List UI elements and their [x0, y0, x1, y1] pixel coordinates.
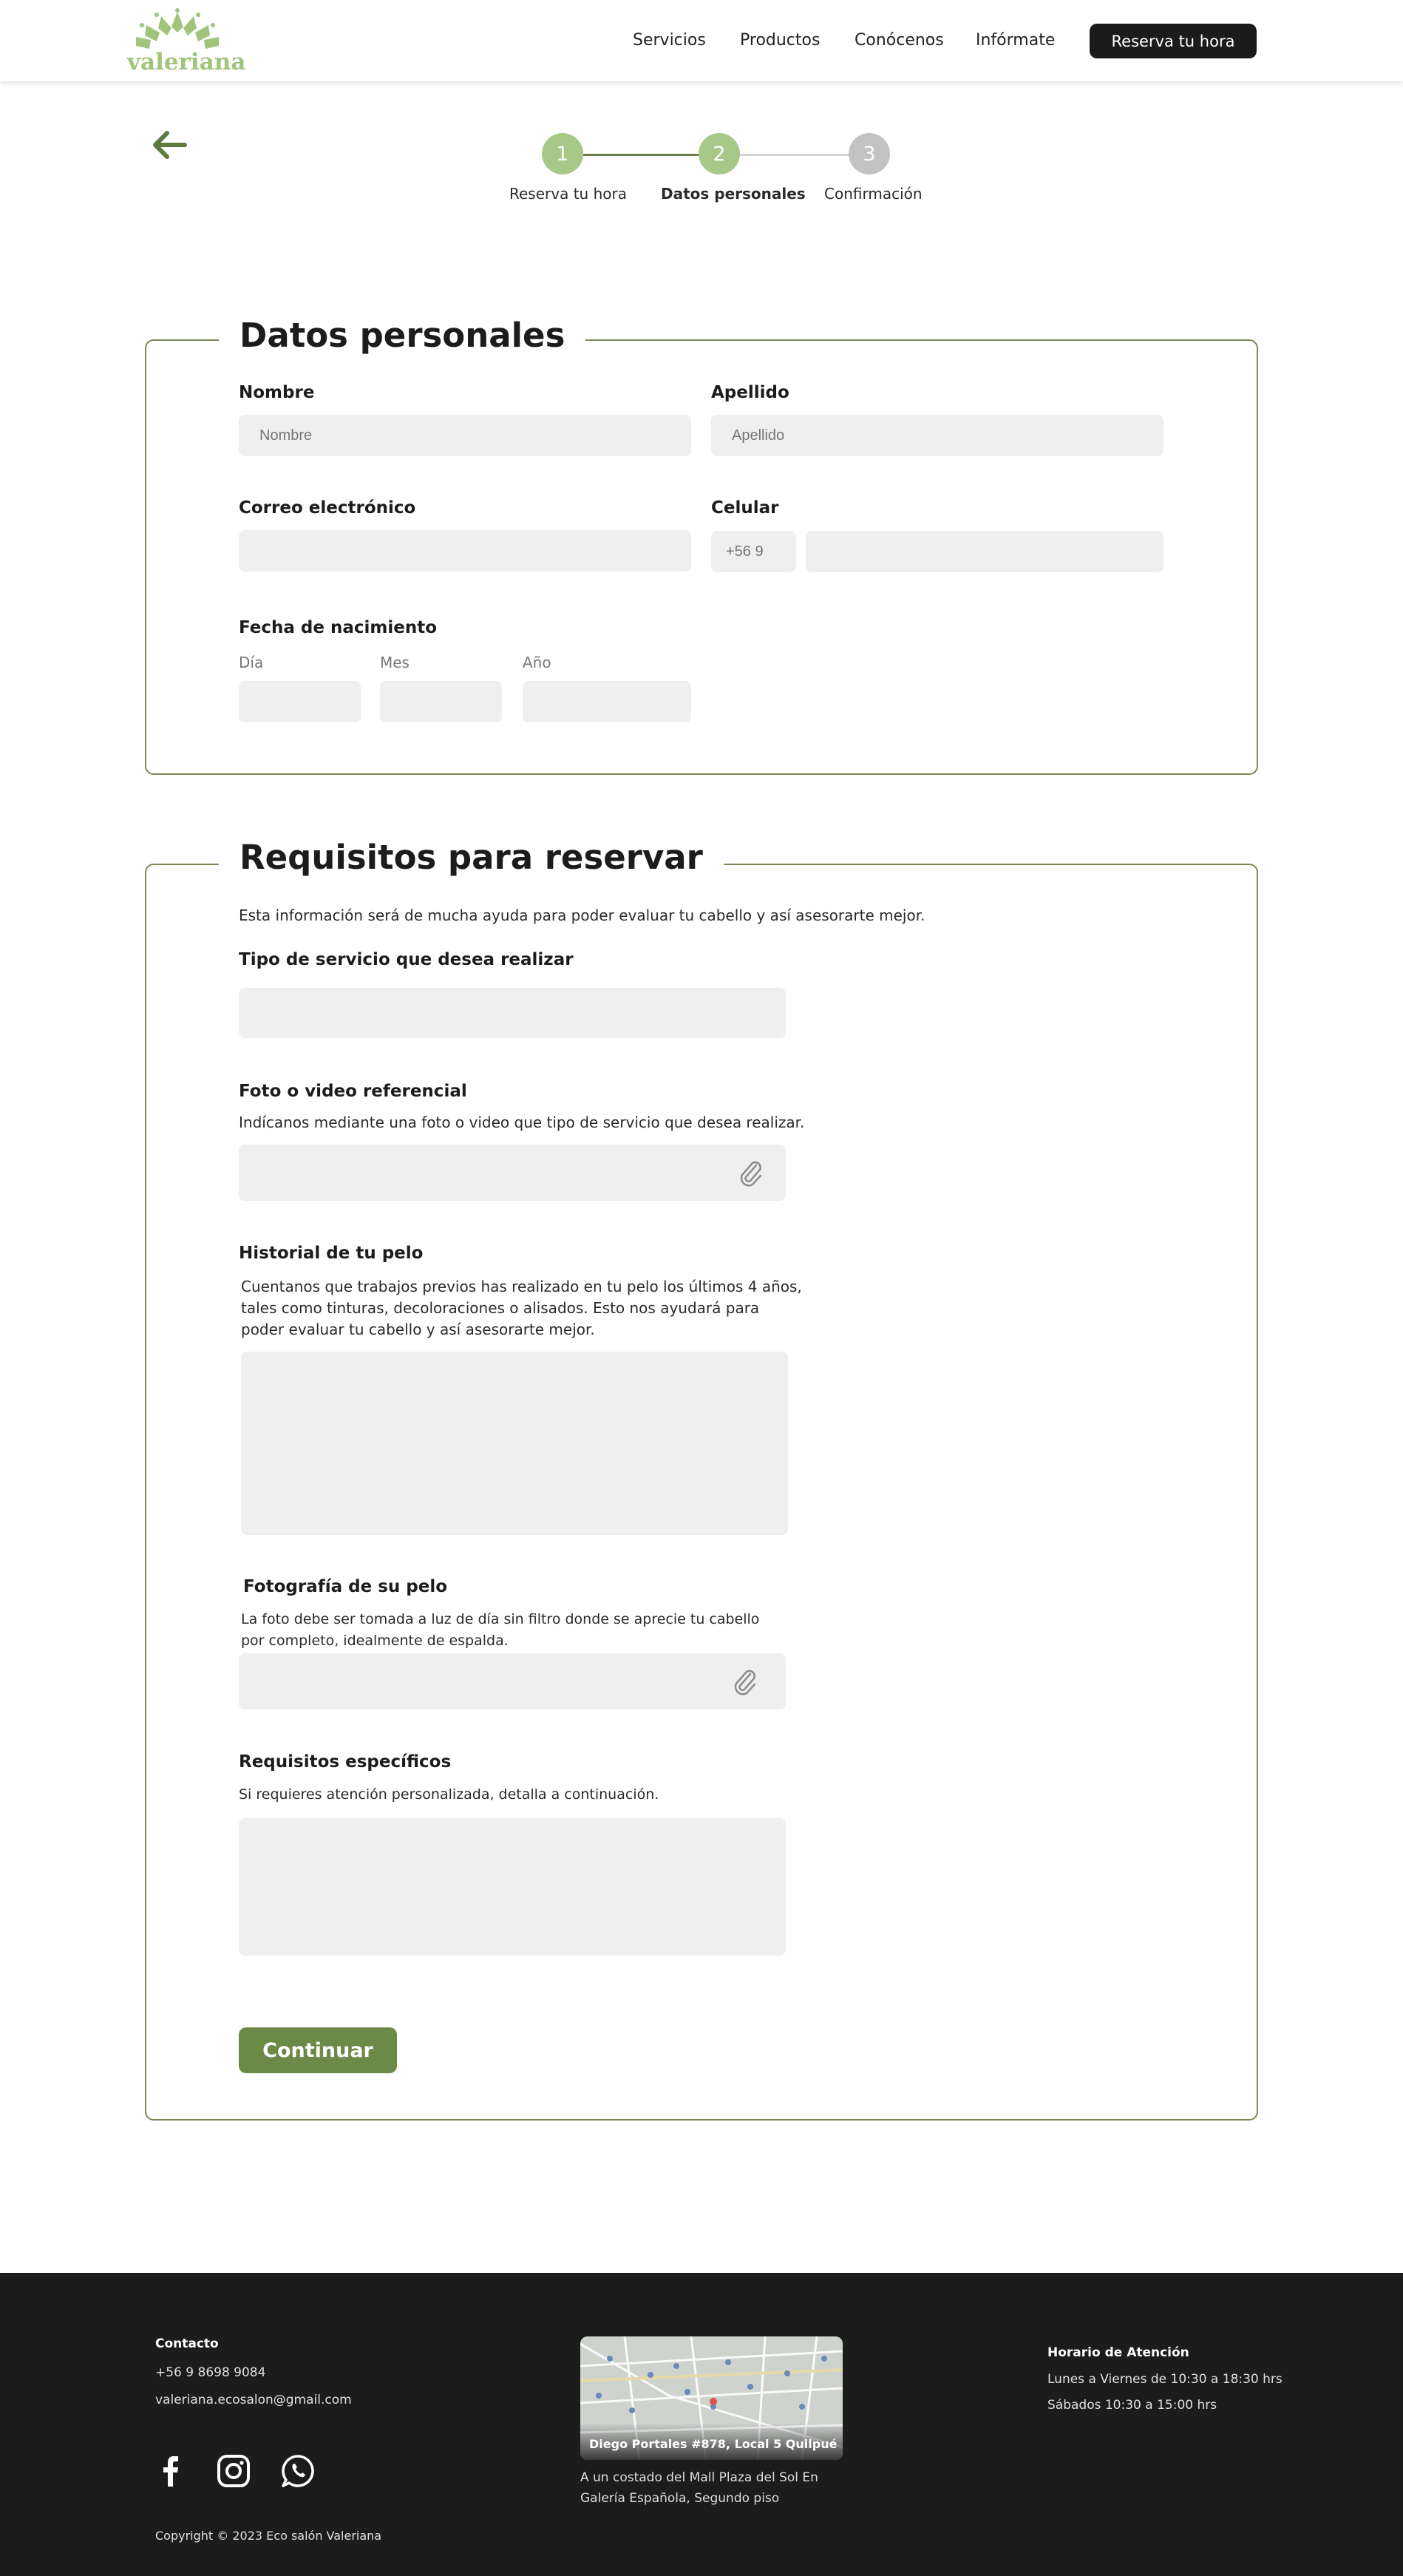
correo-label: Correo electrónico	[239, 498, 416, 518]
requisitos-especificos-label: Requisitos específicos	[239, 1752, 452, 1772]
location-map[interactable]	[580, 2336, 843, 2460]
apellido-label: Apellido	[711, 383, 789, 402]
requisitos-title: Requisitos para reservar	[219, 838, 724, 877]
site-header	[0, 0, 1403, 81]
dia-label: Día	[239, 654, 264, 671]
logo-leaves-icon	[127, 7, 228, 52]
historial-label: Historial de tu pelo	[239, 1244, 424, 1263]
step-2-circle: 2	[699, 133, 740, 174]
celular-label: Celular	[711, 498, 779, 518]
map-address: Diego Portales #878, Local 5 Quilpué	[589, 2437, 838, 2451]
horario-title: Horario de Atención	[1047, 2345, 1189, 2360]
fotografia-pelo-upload[interactable]	[239, 1653, 786, 1709]
horario-sabado: Sábados 10:30 a 15:00 hrs	[1047, 2398, 1217, 2413]
requisitos-especificos-help: Si requieres atención personalizada, detalla a continuación.	[239, 1786, 659, 1803]
contact-email[interactable]: valeriana.ecosalon@gmail.com	[155, 2393, 352, 2407]
anio-input[interactable]	[523, 681, 691, 722]
logo-text: valeriana	[127, 49, 246, 75]
map-description: A un costado del Mall Plaza del Sol En Galería Española, Segundo piso	[580, 2470, 818, 2506]
tipo-servicio-input[interactable]	[239, 988, 786, 1038]
continuar-button[interactable]: Continuar	[239, 2027, 397, 2073]
nav-informate[interactable]: Infórmate	[976, 31, 1056, 50]
mes-label: Mes	[380, 654, 410, 671]
mes-input[interactable]	[380, 681, 502, 722]
historial-help: Cuentanos que trabajos previos has realizado en tu pelo los últimos 4 años, tales como tinturas, decoloraciones o alisados. Esto nos ayudará para poder evaluar tu cabello y así asesorarte mejor.	[241, 1278, 802, 1338]
datos-personales-title: Datos personales	[219, 316, 585, 355]
fotografia-pelo-label: Fotografía de su pelo	[243, 1577, 448, 1596]
facebook-icon[interactable]	[152, 2453, 189, 2489]
paperclip-icon[interactable]	[736, 1158, 765, 1187]
anio-label: Año	[523, 654, 551, 671]
foto-video-label: Foto o video referencial	[239, 1082, 467, 1101]
step-3-label: Confirmación	[824, 185, 923, 203]
contacto-title: Contacto	[155, 2336, 219, 2351]
contact-phone[interactable]: +56 9 8698 9084	[155, 2365, 266, 2380]
requisitos-intro: Esta información será de mucha ayuda para poder evaluar tu cabello y así asesorarte mejor.	[239, 906, 925, 924]
celular-number-input[interactable]	[806, 531, 1163, 572]
back-arrow-icon[interactable]	[151, 130, 188, 160]
historial-textarea[interactable]	[241, 1352, 788, 1535]
step-1-circle: 1	[542, 133, 583, 174]
paperclip-icon[interactable]	[730, 1667, 759, 1696]
stepper-line-completed	[578, 154, 707, 156]
copyright-text: Copyright © 2023 Eco salón Valeriana	[155, 2529, 382, 2543]
horario-semana: Lunes a Viernes de 10:30 a 18:30 hrs	[1047, 2372, 1283, 2387]
fecha-nacimiento-label: Fecha de nacimiento	[239, 618, 438, 637]
nav-conocenos[interactable]: Conócenos	[855, 31, 944, 50]
valeriana-logo[interactable]	[127, 7, 246, 75]
fotografia-pelo-help: La foto debe ser tomada a luz de día sin filtro donde se aprecie tu cabello por completo, idealmente de espalda.	[241, 1611, 760, 1649]
whatsapp-icon[interactable]	[279, 2453, 316, 2489]
step-3-circle: 3	[849, 133, 890, 174]
instagram-icon[interactable]	[215, 2453, 252, 2489]
correo-input[interactable]	[239, 530, 691, 572]
step-2-label: Datos personales	[661, 185, 806, 203]
foto-video-upload[interactable]	[239, 1145, 786, 1201]
stepper-line-pending	[736, 154, 850, 156]
reserva-tu-hora-button[interactable]: Reserva tu hora	[1090, 24, 1257, 58]
requisitos-especificos-textarea[interactable]	[239, 1818, 786, 1956]
nombre-input[interactable]	[239, 415, 691, 456]
apellido-input[interactable]	[711, 415, 1163, 456]
celular-prefix-input[interactable]	[711, 531, 796, 572]
step-1-label: Reserva tu hora	[509, 185, 627, 203]
dia-input[interactable]	[239, 681, 361, 722]
nombre-label: Nombre	[239, 383, 315, 402]
nav-servicios[interactable]: Servicios	[633, 31, 706, 50]
map-caption	[580, 2423, 843, 2460]
foto-video-help: Indícanos mediante una foto o video que tipo de servicio que desea realizar.	[239, 1114, 805, 1131]
nav-productos[interactable]: Productos	[740, 31, 821, 50]
tipo-servicio-label: Tipo de servicio que desea realizar	[239, 950, 574, 969]
